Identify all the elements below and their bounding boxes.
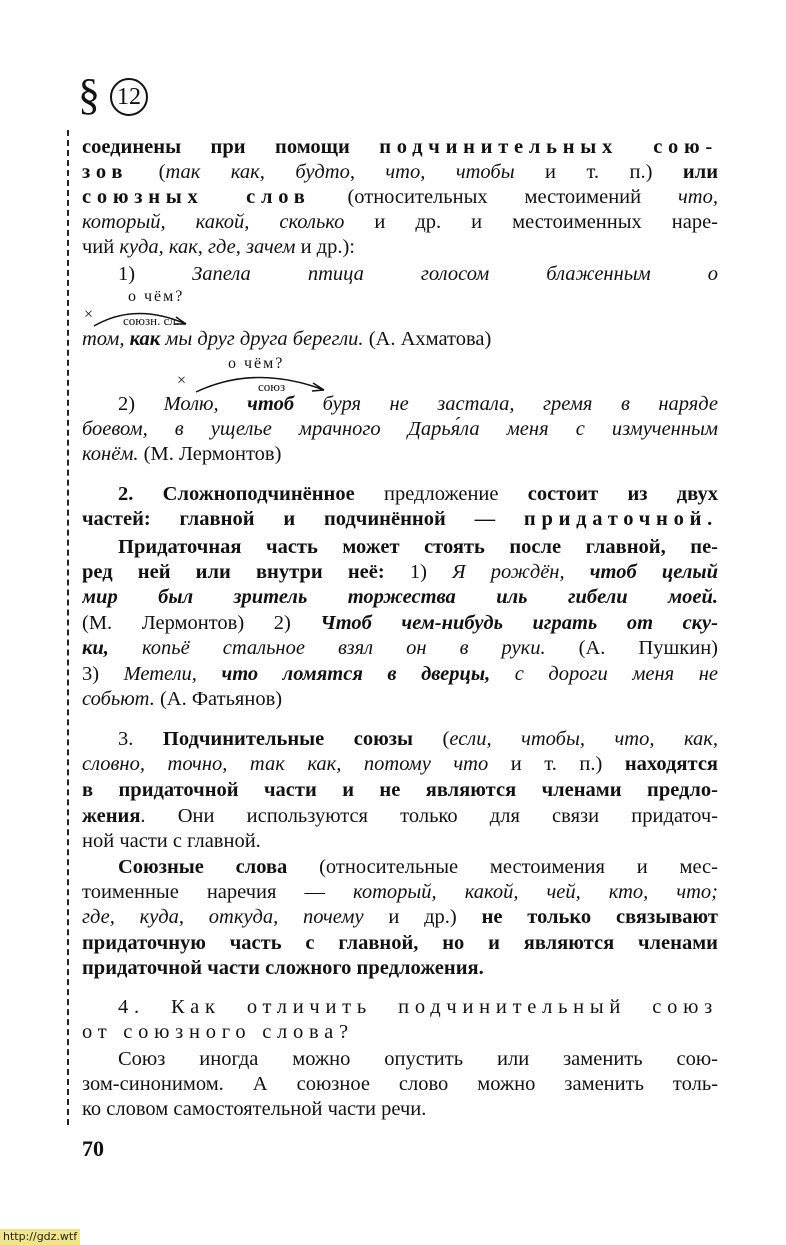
text-segment: (М. Лермонтов) <box>138 443 282 465</box>
text-segment: что ломятся в дверцы, <box>221 663 491 685</box>
text-segment: Придаточная часть может стоять после главной, пе- <box>118 536 718 558</box>
text-segment: Метели, <box>123 663 222 685</box>
text-segment: копьё стальное взял он в руки. <box>108 637 546 659</box>
text-segment: Запела птица голосом блаженным о <box>192 263 718 285</box>
text-segment: чий <box>82 236 120 258</box>
text-segment: придаточной. <box>523 508 718 530</box>
text-segment: чтоб целый <box>589 561 718 583</box>
text-line <box>82 752 718 776</box>
text-segment: 3. <box>118 728 163 750</box>
text-segment: 4. Как отличить подчинительный союз <box>118 996 718 1018</box>
text-segment: тоименные наречия — <box>82 881 354 903</box>
text-segment: и др.): <box>295 236 356 258</box>
text-line <box>82 931 718 955</box>
text-line <box>118 535 718 559</box>
text-segment: ред ней или внутри неё: <box>82 561 410 583</box>
text-line <box>118 482 718 506</box>
diagram1-arrow-icon <box>90 300 200 330</box>
text-segment: (М. Лермонтов) 2) <box>82 612 321 634</box>
text-line <box>82 585 718 609</box>
text-segment: или <box>682 161 718 183</box>
text-line <box>82 327 718 351</box>
text-segment: ной части с главной. <box>82 830 261 852</box>
text-line <box>82 611 718 635</box>
text-segment: боевом, в ущелье мрачного Дарья́ла меня с измученным <box>82 418 718 440</box>
text-segment: Союзные слова <box>118 856 288 878</box>
diagram2-label: союз <box>258 379 286 394</box>
text-segment: подчинительных сою- <box>379 136 718 158</box>
section-number-badge: 12 <box>110 78 148 116</box>
section-sign: § <box>78 70 100 119</box>
text-segment: (относительных местоимений <box>310 186 679 208</box>
text-segment: (относительные местоимения и мес- <box>287 856 718 878</box>
text-segment: в придаточной части и не являются членами предло- <box>82 779 718 801</box>
text-segment: где, куда, откуда, почему <box>82 906 364 928</box>
diagram1-cross-icon: × <box>84 306 94 323</box>
text-segment: конём. <box>82 443 139 465</box>
text-segment: состоит из двух <box>527 483 718 505</box>
page-number: 70 <box>82 1136 104 1161</box>
text-segment: зом-синонимом. А союзное слово можно заменить толь- <box>82 1073 718 1095</box>
text-segment: союзных слов <box>82 186 311 208</box>
text-line <box>82 160 718 184</box>
text-segment: Подчинительные союзы <box>162 728 414 750</box>
text-segment: Союз иногда можно опустить или заменить сою- <box>118 1048 718 1070</box>
text-segment: от союзного слова? <box>82 1021 354 1043</box>
text-line <box>82 829 718 853</box>
text-line <box>82 778 718 802</box>
margin-bar <box>67 130 69 1125</box>
text-line <box>82 1020 718 1044</box>
diagram1-label: союзн. сл. <box>123 313 180 328</box>
text-line <box>82 210 718 234</box>
text-segment: 2) <box>118 393 164 415</box>
text-segment: 1) <box>118 263 193 285</box>
text-segment: 2. Сложноподчинённое <box>118 483 355 505</box>
text-segment: (А. Ахматова) <box>363 328 492 350</box>
text-segment: придаточной части сложного предложения. <box>82 957 484 979</box>
text-line <box>118 262 718 286</box>
diagram2-question: о чём? <box>228 355 285 372</box>
diagram2-cross-icon: × <box>177 372 187 389</box>
text-segment: что, <box>678 186 718 208</box>
text-line <box>82 636 718 660</box>
text-line <box>82 560 718 584</box>
diagram1-question: о чём? <box>128 288 185 305</box>
text-segment: (А. Пушкин) <box>545 637 718 659</box>
text-segment: который, какой, сколько <box>82 211 345 233</box>
text-segment: 1) <box>409 561 453 583</box>
text-segment: с дороги меня не <box>490 663 718 685</box>
text-line <box>118 995 718 1019</box>
text-line <box>82 442 718 466</box>
text-line <box>82 1097 718 1121</box>
text-segment: жения <box>82 805 141 827</box>
text-segment: ( <box>413 728 450 750</box>
text-segment: Я рождён, <box>452 561 590 583</box>
text-segment: 3) <box>82 663 124 685</box>
text-segment: Чтоб чем-нибудь играть от ску- <box>320 612 718 634</box>
text-line <box>82 507 718 531</box>
diagram2-arrow-icon <box>190 366 335 396</box>
text-segment: придаточную часть с главной, но и являются членами <box>82 932 718 954</box>
text-segment: зов <box>82 161 129 183</box>
text-line <box>118 855 718 879</box>
text-segment: ки, <box>82 637 109 659</box>
text-line <box>82 687 718 711</box>
text-segment: и др. и местоименных наре- <box>344 211 718 233</box>
text-segment: том, <box>82 328 130 350</box>
text-segment: соединены при помощи <box>82 136 380 158</box>
text-segment: который, какой, чей, кто, что; <box>353 881 718 903</box>
text-segment: и т. п.) <box>514 161 683 183</box>
text-segment: чтоб <box>247 393 295 415</box>
text-line <box>82 804 718 828</box>
text-segment: буря не застала, гремя в наряде <box>294 393 718 415</box>
text-segment: . Они используются только для связи придаточ- <box>140 805 718 827</box>
text-segment: не только связывают <box>481 906 718 928</box>
text-segment: собьют. <box>82 688 155 710</box>
text-segment: мир был зритель торжества иль гибели моей. <box>82 586 718 608</box>
text-segment: ко словом самостоятельной части речи. <box>82 1098 427 1120</box>
text-segment: (А. Фатьянов) <box>154 688 283 710</box>
text-line <box>82 185 718 209</box>
text-segment: так как, будто, что, чтобы <box>165 161 515 183</box>
text-segment: как <box>129 328 161 350</box>
text-line <box>118 727 718 751</box>
text-segment: ( <box>128 161 166 183</box>
text-segment: и др.) <box>363 906 482 928</box>
text-line <box>82 135 718 159</box>
text-line <box>82 905 718 929</box>
text-segment: если, чтобы, что, как, <box>449 728 718 750</box>
text-line <box>82 662 718 686</box>
watermark-link[interactable]: http://gdz.wtf <box>0 1229 80 1245</box>
text-line <box>82 235 718 259</box>
text-segment: и т. п.) <box>488 753 625 775</box>
text-line <box>82 1072 718 1096</box>
text-segment: куда, как, где, зачем <box>119 236 296 258</box>
text-line <box>82 956 718 980</box>
text-line <box>82 417 718 441</box>
text-segment: находятся <box>624 753 718 775</box>
text-line <box>118 1047 718 1071</box>
text-segment: мы друг друга берегли. <box>160 328 364 350</box>
text-segment: частей: главной и подчинённой — <box>82 508 524 530</box>
text-segment: словно, точно, так как, потому что <box>82 753 489 775</box>
text-segment: Молю, <box>163 393 248 415</box>
text-segment: предложение <box>354 483 528 505</box>
text-line <box>82 880 718 904</box>
